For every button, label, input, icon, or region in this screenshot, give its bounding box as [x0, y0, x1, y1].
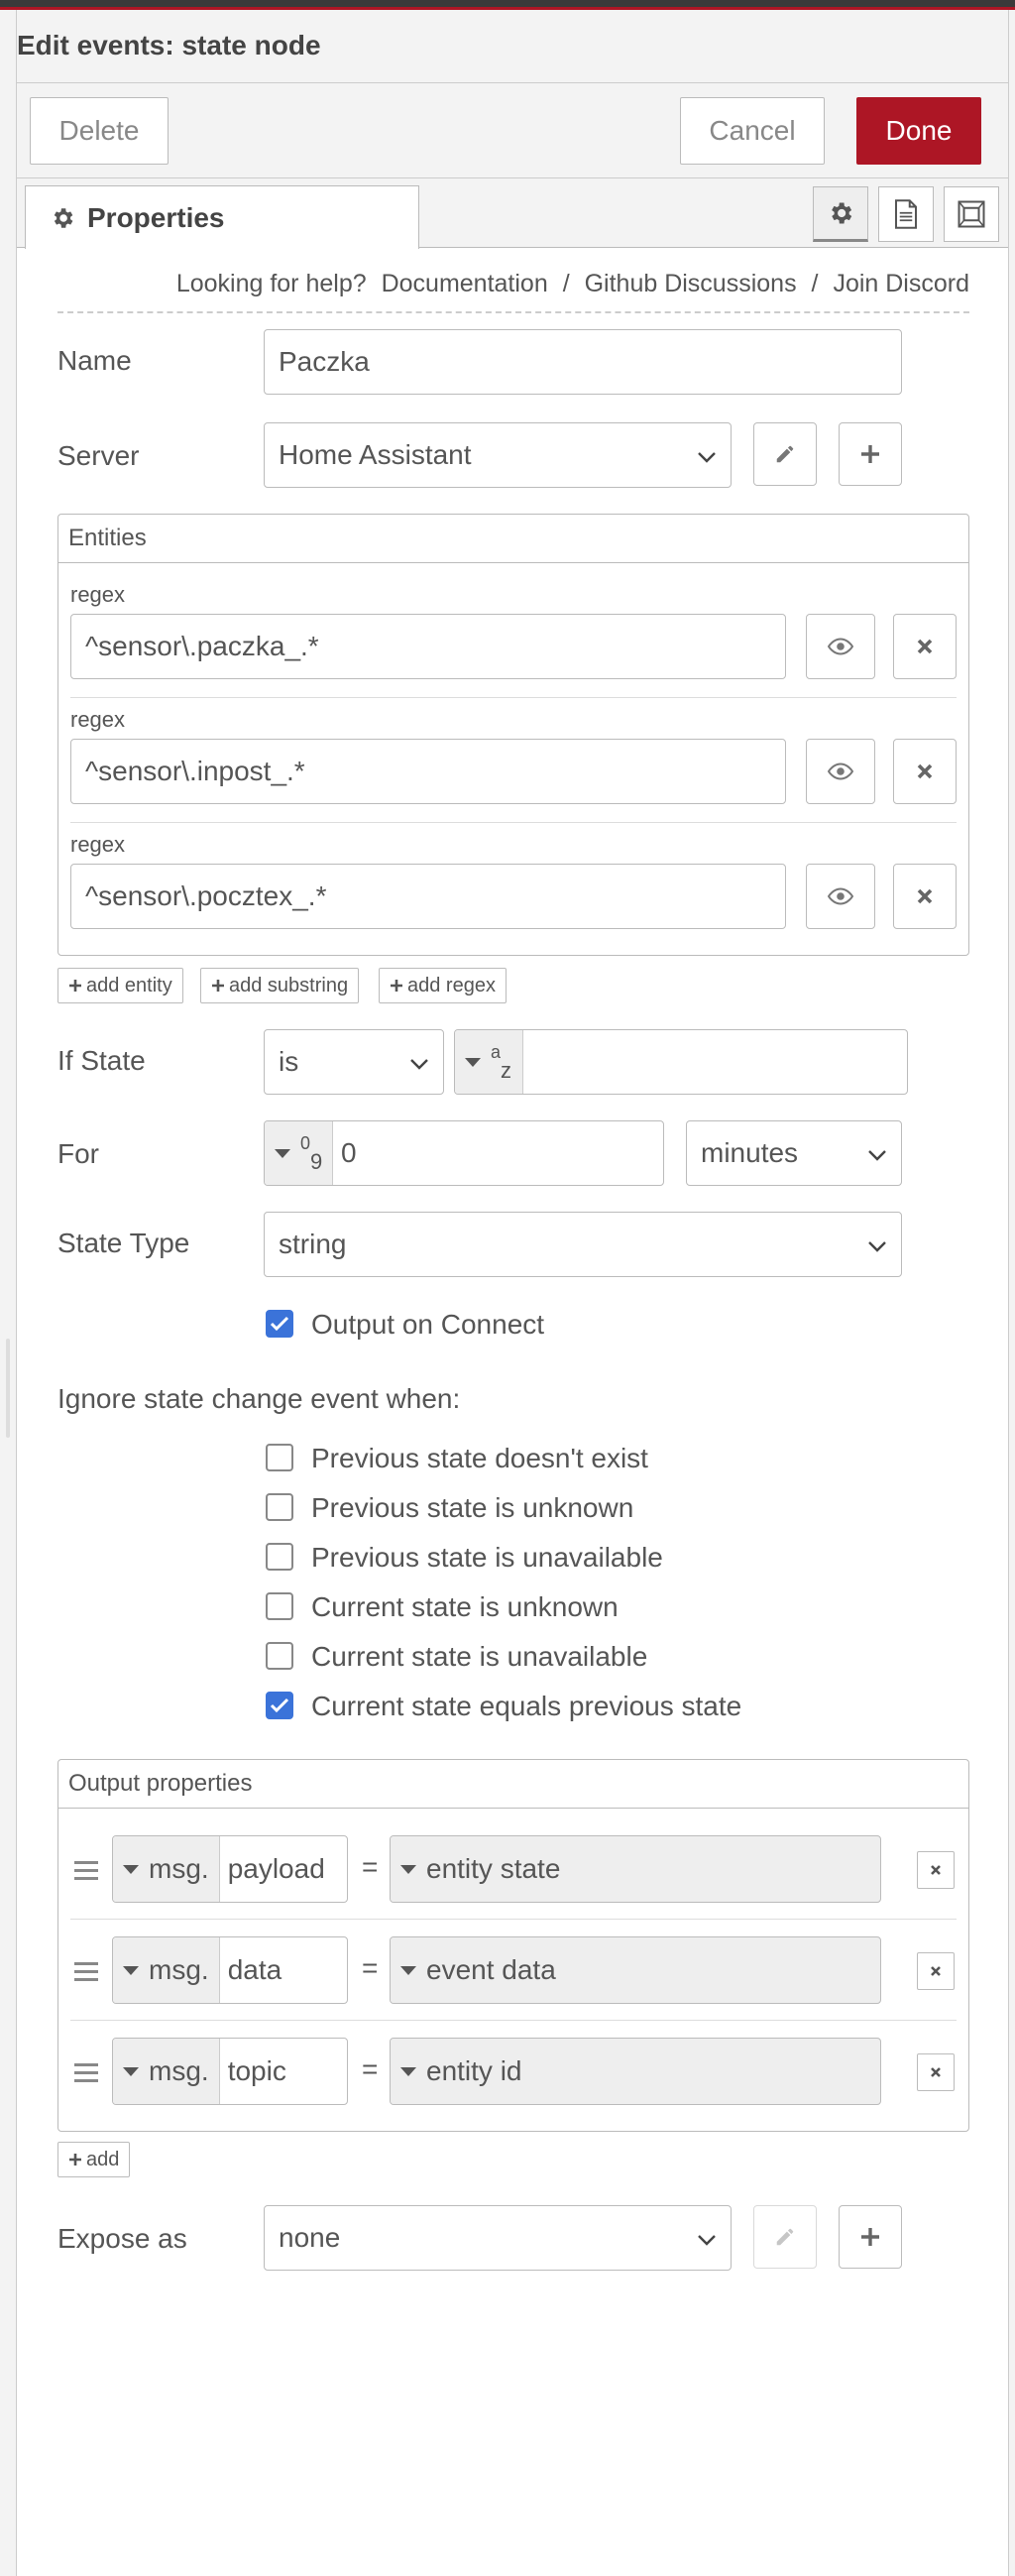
add-entity-label: add entity	[86, 974, 172, 996]
add-regex-label: add regex	[407, 974, 496, 996]
ignore-previous-unknown-checkbox[interactable]	[266, 1493, 293, 1521]
expose-as-select[interactable]	[264, 2205, 732, 2271]
ignore-option-label: Previous state doesn't exist	[311, 1443, 648, 1473]
resize-handle[interactable]	[6, 1339, 10, 1438]
property-type-button[interactable]	[113, 1836, 220, 1902]
drag-handle-icon[interactable]	[74, 1962, 98, 1981]
close-icon	[916, 887, 934, 905]
output-properties-divider	[58, 1808, 968, 1809]
edit-server-button[interactable]	[753, 422, 817, 486]
if-state-value[interactable]	[523, 1030, 531, 1094]
name-label: Name	[57, 345, 132, 376]
tray-title: Edit events: state node	[17, 30, 321, 60]
property-prefix: msg.	[149, 2055, 209, 2086]
close-icon	[930, 1864, 942, 1876]
ignore-option-label: Current state is unknown	[311, 1591, 619, 1622]
tab-appearance[interactable]	[944, 186, 999, 242]
entity-type-label: regex	[70, 582, 126, 607]
chevron-down-icon	[867, 1229, 887, 1260]
delete-button[interactable]: Delete	[30, 97, 169, 165]
add-expose-as-button[interactable]	[839, 2205, 902, 2269]
ignore-title: Ignore state change event when:	[57, 1383, 461, 1414]
close-icon	[930, 1965, 942, 1977]
chevron-down-icon	[697, 439, 717, 471]
eye-icon	[828, 762, 853, 780]
value-label: entity state	[426, 1853, 561, 1884]
document-icon	[893, 199, 919, 229]
value-type-button[interactable]	[391, 1836, 570, 1902]
expose-as-value: none	[279, 2222, 341, 2253]
check-icon	[270, 1316, 289, 1332]
property-row-divider	[70, 2020, 957, 2021]
add-substring-label: add substring	[229, 974, 349, 996]
remove-entity-button[interactable]	[893, 614, 957, 679]
help-links	[57, 270, 969, 313]
property-name[interactable]: payload	[227, 1853, 325, 1884]
if-state-type-button[interactable]	[455, 1030, 523, 1094]
entity-regex-input[interactable]: ^sensor\.paczka_.*	[70, 614, 786, 679]
output-property-input[interactable]	[112, 2038, 348, 2105]
value-label: entity id	[426, 2055, 522, 2086]
top-bar	[0, 0, 1015, 10]
plus-icon	[859, 443, 881, 465]
edit-expose-as-button[interactable]	[753, 2205, 817, 2269]
for-label: For	[57, 1138, 99, 1169]
entity-row-divider	[70, 822, 957, 823]
tab-settings[interactable]	[813, 186, 868, 242]
entities-fieldset	[57, 514, 969, 956]
caret-down-icon	[123, 1865, 139, 1874]
output-properties-fieldset	[57, 1759, 969, 2132]
cancel-button[interactable]: Cancel	[680, 97, 825, 165]
property-prefix: msg.	[149, 1954, 209, 1985]
help-link-documentation[interactable]: Documentation	[381, 270, 548, 297]
help-separator: /	[562, 270, 570, 297]
remove-property-button[interactable]	[917, 1952, 955, 1990]
if-state-typed-input[interactable]	[454, 1029, 908, 1095]
eye-icon	[828, 638, 853, 655]
remove-entity-button[interactable]	[893, 739, 957, 804]
output-on-connect-checkbox[interactable]	[266, 1310, 293, 1338]
remove-entity-button[interactable]	[893, 864, 957, 929]
check-icon	[270, 1698, 289, 1713]
close-icon	[916, 762, 934, 780]
help-link-github-discussions[interactable]: Github Discussions	[584, 270, 797, 297]
output-value-select[interactable]	[390, 1936, 881, 2004]
ignore-option-label: Current state is unavailable	[311, 1641, 648, 1672]
preview-entity-button[interactable]	[806, 739, 875, 804]
add-server-button[interactable]	[839, 422, 902, 486]
equals-sign: =	[362, 1952, 379, 1983]
caret-down-icon	[400, 1966, 416, 1975]
value-label: event data	[426, 1954, 556, 1985]
output-value-select[interactable]	[390, 1835, 881, 1903]
server-value: Home Assistant	[279, 439, 472, 470]
remove-property-button[interactable]	[917, 2053, 955, 2091]
add-property-label: add	[86, 2148, 120, 2170]
pencil-icon	[774, 2226, 796, 2248]
expose-as-label: Expose as	[57, 2223, 187, 2254]
plus-icon	[68, 979, 82, 993]
drag-handle-icon[interactable]	[74, 1861, 98, 1880]
value-type-button[interactable]	[391, 2039, 532, 2104]
for-value[interactable]: 0	[341, 1137, 357, 1168]
ignore-option-label: Previous state is unknown	[311, 1492, 634, 1523]
output-property-input[interactable]	[112, 1835, 348, 1903]
property-prefix: msg.	[149, 1853, 209, 1884]
ignore-current-unknown-checkbox[interactable]	[266, 1592, 293, 1620]
caret-down-icon	[400, 1865, 416, 1874]
state-type-value: string	[279, 1229, 347, 1259]
plus-icon	[859, 2226, 881, 2248]
add-property-button[interactable]	[57, 2142, 130, 2177]
gear-icon	[827, 199, 854, 227]
state-type-label: State Type	[57, 1228, 190, 1258]
if-state-operator-select[interactable]	[264, 1029, 444, 1095]
chevron-down-icon	[409, 1046, 429, 1078]
entity-row-divider	[70, 697, 957, 698]
drag-handle-icon[interactable]	[74, 2063, 98, 2082]
state-type-select[interactable]	[264, 1212, 902, 1277]
entity-regex-input[interactable]: ^sensor\.inpost_.*	[70, 739, 786, 804]
ignore-previous-not-exist-checkbox[interactable]	[266, 1444, 293, 1471]
output-value-select[interactable]	[390, 2038, 881, 2105]
for-type-button[interactable]	[265, 1121, 333, 1185]
ignore-current-unavailable-checkbox[interactable]	[266, 1642, 293, 1670]
add-substring-button[interactable]	[200, 968, 359, 1003]
ignore-previous-unavailable-checkbox[interactable]	[266, 1543, 293, 1571]
eye-icon	[828, 887, 853, 905]
number-type-icon	[300, 1133, 322, 1173]
done-button[interactable]: Done	[856, 97, 981, 165]
for-typed-input[interactable]	[264, 1120, 664, 1186]
chevron-down-icon	[697, 2222, 717, 2254]
preview-entity-button[interactable]	[806, 864, 875, 929]
plus-icon	[390, 979, 403, 993]
caret-down-icon	[123, 2067, 139, 2076]
name-input[interactable]: Paczka	[264, 329, 902, 395]
entity-type-label: regex	[70, 707, 126, 732]
output-properties-title: Output properties	[68, 1770, 253, 1797]
pencil-icon	[774, 443, 796, 465]
add-regex-button[interactable]	[379, 968, 507, 1003]
output-on-connect-label: Output on Connect	[311, 1309, 545, 1340]
remove-property-button[interactable]	[917, 1851, 955, 1889]
type-icon-bottom: 9	[310, 1149, 323, 1174]
for-unit-select[interactable]	[686, 1120, 902, 1186]
tab-description[interactable]	[878, 186, 934, 242]
type-icon-top: 0	[300, 1133, 311, 1153]
caret-down-icon	[400, 2067, 416, 2076]
if-state-label: If State	[57, 1045, 146, 1076]
caret-down-icon	[465, 1058, 481, 1067]
property-type-button[interactable]	[113, 2039, 220, 2104]
entity-regex-input[interactable]: ^sensor\.pocztex_.*	[70, 864, 786, 929]
help-separator: /	[811, 270, 819, 297]
type-icon-bottom: z	[501, 1058, 511, 1083]
if-state-operator-value: is	[279, 1046, 299, 1077]
entities-title: Entities	[68, 525, 147, 551]
ignore-option-label: Current state equals previous state	[311, 1691, 742, 1721]
server-select[interactable]	[264, 422, 732, 488]
close-icon	[930, 2066, 942, 2078]
equals-sign: =	[362, 1851, 379, 1882]
gear-icon	[50, 205, 75, 231]
property-row-divider	[70, 1919, 957, 1920]
server-label: Server	[57, 440, 140, 471]
ignore-option-label: Previous state is unavailable	[311, 1542, 663, 1573]
for-unit-value: minutes	[701, 1137, 799, 1168]
frame-icon	[957, 199, 986, 229]
edit-tray	[16, 10, 1009, 2576]
plus-icon	[211, 979, 225, 993]
property-name[interactable]: data	[227, 1954, 282, 1985]
output-property-input[interactable]	[112, 1936, 348, 2004]
chevron-down-icon	[867, 1137, 887, 1169]
tab-properties[interactable]	[25, 185, 419, 249]
value-type-button[interactable]	[391, 1937, 566, 2003]
entities-divider	[58, 562, 968, 563]
add-entity-button[interactable]	[57, 968, 183, 1003]
type-icon-top: a	[491, 1042, 502, 1062]
close-icon	[916, 638, 934, 655]
tab-properties-label: Properties	[87, 201, 225, 233]
preview-entity-button[interactable]	[806, 614, 875, 679]
plus-icon	[68, 2153, 82, 2166]
string-type-icon	[491, 1042, 512, 1082]
property-type-button[interactable]	[113, 1937, 220, 2003]
caret-down-icon	[275, 1149, 290, 1158]
help-link-join-discord[interactable]: Join Discord	[833, 270, 969, 297]
entity-type-label: regex	[70, 832, 126, 857]
equals-sign: =	[362, 2053, 379, 2084]
property-name[interactable]: topic	[227, 2055, 286, 2086]
ignore-current-equals-previous-checkbox[interactable]	[266, 1692, 293, 1719]
caret-down-icon	[123, 1966, 139, 1975]
help-prefix: Looking for help?	[175, 270, 367, 297]
